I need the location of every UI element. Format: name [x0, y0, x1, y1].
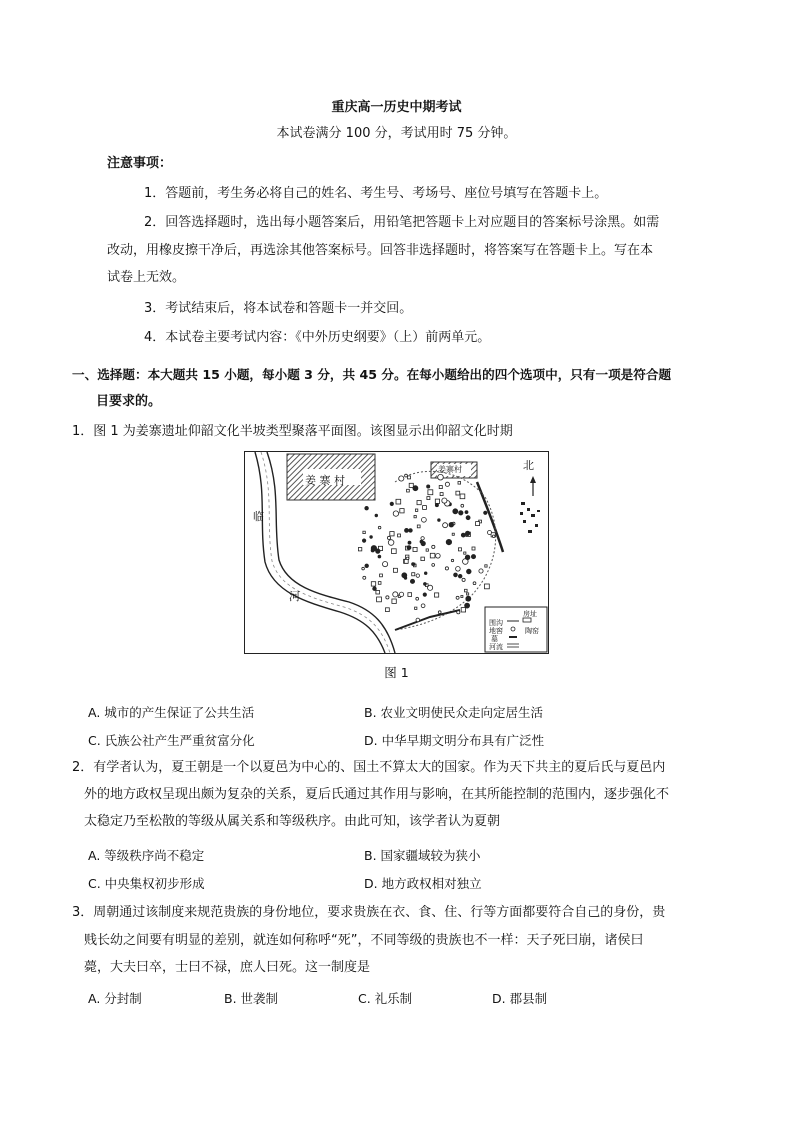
house-mark — [408, 593, 412, 597]
house-mark — [430, 553, 435, 558]
q1-option-c[interactable]: C. 氏族公社产生严重贫富分化 — [88, 733, 255, 748]
pit-mark — [457, 611, 460, 614]
pit-mark — [454, 573, 458, 577]
pit-mark — [416, 618, 420, 622]
pit-mark — [445, 482, 449, 486]
pit-mark — [405, 528, 409, 532]
house-mark — [414, 516, 416, 518]
house-mark — [428, 490, 433, 495]
pit-mark — [365, 564, 369, 568]
pit-mark — [390, 502, 393, 505]
village-label: 姜 寨 村 — [305, 474, 345, 487]
section-heading-line-1: 一、选择题：本大题共 15 小题，每小题 3 分，共 45 分。在每小题给出的四个选项中，只有一项是符合题 — [72, 367, 672, 382]
house-mark — [458, 482, 461, 485]
house-mark — [415, 607, 417, 609]
pit-mark — [422, 517, 427, 522]
house-mark — [421, 557, 425, 561]
house-mark — [358, 548, 361, 551]
house-mark — [409, 483, 413, 487]
pit-mark — [465, 555, 470, 560]
encircling-ditch — [395, 471, 496, 630]
pit-mark — [473, 582, 476, 585]
exam-title: 重庆高一历史中期考试 — [331, 100, 462, 115]
q1-stem: 1．图 1 为姜寨遗址仰韶文化半坡类型聚落平面图。该图显示出仰韶文化时期 — [72, 424, 513, 439]
house-mark — [440, 493, 443, 496]
house-mark — [415, 509, 417, 511]
q3-stem-line-3: 薨，大夫曰卒，士曰不禄，庶人曰死。这一制度是 — [84, 960, 371, 975]
notice-item-4: 4．本试卷主要考试内容：《中外历史纲要》（上）前两单元。 — [144, 330, 491, 345]
legend-row-4: 河流 — [489, 643, 503, 651]
pit-mark — [416, 597, 419, 600]
house-mark — [467, 593, 469, 595]
house-mark — [458, 548, 461, 551]
house-mark — [398, 534, 401, 537]
pit-mark — [371, 546, 376, 551]
notice-item-3: 3．考试结束后，将本试卷和答题卡一并交回。 — [144, 301, 413, 316]
pit-mark — [362, 539, 365, 542]
pit-mark — [466, 596, 471, 601]
river-label-2: 河 — [289, 590, 300, 603]
q3-option-d[interactable]: D. 郡县制 — [492, 991, 548, 1006]
house-mark — [461, 596, 463, 598]
pit-mark — [443, 523, 448, 528]
pit-mark — [373, 587, 377, 591]
house-mark — [456, 491, 460, 495]
pit-mark — [423, 593, 426, 596]
pit-mark — [427, 485, 430, 488]
legend-title: 房址 — [523, 610, 537, 618]
pit-mark — [479, 569, 483, 573]
house-mark — [396, 499, 401, 504]
pit-mark — [465, 531, 469, 535]
house-mark — [435, 499, 439, 503]
q1-option-b[interactable]: B. 农业文明使民众走向定居生活 — [364, 705, 544, 720]
q1-option-d[interactable]: D. 中华早期文明分布具有广泛性 — [364, 733, 545, 748]
house-mark — [390, 532, 394, 536]
pit-mark — [467, 569, 472, 574]
settlement-features — [358, 474, 495, 622]
q1-figure-map — [244, 451, 549, 654]
pit-mark — [383, 562, 388, 567]
house-mark — [404, 559, 408, 563]
house-mark — [413, 547, 417, 551]
pit-mark — [409, 529, 413, 533]
house-mark — [378, 582, 381, 585]
house-mark — [460, 494, 465, 499]
section-heading-line-2: 目要求的。 — [96, 394, 162, 409]
legend-row-3: 墓 — [491, 635, 498, 643]
pit-mark — [421, 604, 425, 608]
legend-symbols — [507, 616, 545, 650]
house-mark — [423, 506, 427, 510]
house-mark — [485, 584, 490, 589]
house-mark — [485, 565, 487, 567]
river-label-1: 临 — [253, 510, 264, 523]
house-mark — [439, 486, 442, 489]
house-mark — [386, 608, 390, 612]
notice-item-2-line-2: 改动，用橡皮擦干净后，再选涂其他答案标号。回答非选择题时，将答案写在答题卡上。写在本 — [107, 243, 654, 258]
q2-stem-line-2: 外的地方政权呈现出颇为复杂的关系，夏后氏通过其作用与影响，在其所能控制的范围内，逐步强化不 — [84, 787, 670, 802]
pit-mark — [412, 563, 415, 566]
pit-mark — [421, 537, 424, 540]
notice-item-1: 1．答题前，考生务必将自己的姓名、考生号、考场号、座位号填写在答题卡上。 — [144, 186, 608, 201]
pit-mark — [456, 596, 459, 599]
house-mark — [371, 582, 375, 586]
figure-caption: 图 1 — [384, 665, 409, 680]
q1-option-a[interactable]: A. 城市的产生保证了公共生活 — [88, 705, 255, 720]
notice-heading: 注意事项： — [107, 156, 173, 171]
pit-mark — [484, 511, 487, 514]
pit-mark — [386, 596, 389, 599]
pit-mark — [438, 474, 444, 480]
house-mark — [408, 476, 411, 479]
q3-option-c[interactable]: C. 礼乐制 — [358, 991, 413, 1006]
pit-mark — [393, 592, 398, 597]
house-mark — [407, 489, 410, 492]
pit-mark — [453, 509, 458, 514]
house-mark — [461, 608, 465, 612]
house-mark — [363, 531, 365, 533]
q2-option-a[interactable]: A. 等级秩序尚不稳定 — [88, 848, 205, 863]
house-mark — [376, 590, 380, 594]
house-mark — [472, 547, 475, 550]
pit-mark — [471, 555, 475, 559]
q3-option-b[interactable]: B. 世袭制 — [224, 991, 279, 1006]
house-mark — [393, 568, 397, 572]
notice-item-2-line-3: 试卷上无效。 — [107, 270, 186, 285]
pit-mark — [399, 592, 403, 596]
house-mark — [452, 533, 454, 535]
house-mark — [417, 525, 420, 528]
pit-mark — [465, 511, 468, 514]
house-mark — [417, 501, 421, 505]
q2-option-b[interactable]: B. 国家疆域较为狭小 — [364, 848, 481, 863]
pit-mark — [424, 572, 427, 575]
pit-mark — [442, 498, 447, 503]
pit-mark — [408, 541, 411, 544]
pit-mark — [378, 526, 381, 529]
exam-subtitle: 本试卷满分 100 分，考试用时 75 分钟。 — [276, 126, 517, 141]
pit-mark — [405, 474, 408, 477]
house-mark — [377, 597, 382, 602]
pit-mark — [438, 611, 441, 614]
pit-mark — [378, 555, 381, 558]
q2-stem-line-1: 2．有学者认为，夏王朝是一个以夏邑为中心的、国土不算太大的国家。作为天下共主的夏后氏与夏邑内 — [72, 760, 666, 775]
house-mark — [392, 549, 397, 554]
q2-stem-line-3: 太稳定乃至松散的等级从属关系和等级秩序。由此可知，该学者认为夏朝 — [84, 814, 501, 829]
house-mark — [400, 509, 404, 513]
pit-mark — [375, 514, 378, 517]
pit-mark — [462, 578, 465, 581]
pit-mark — [388, 540, 394, 546]
pit-mark — [387, 536, 390, 539]
q2-option-c[interactable]: C. 中央集权初步形成 — [88, 876, 205, 891]
pit-mark — [465, 603, 470, 608]
pit-mark — [424, 583, 427, 586]
pit-mark — [393, 511, 398, 516]
pit-mark — [410, 579, 414, 583]
house-mark — [427, 497, 430, 500]
house-mark — [435, 593, 439, 597]
pit-mark — [435, 504, 438, 507]
pit-mark — [404, 577, 407, 580]
house-mark — [380, 574, 383, 577]
pit-mark — [446, 539, 451, 544]
pit-mark — [421, 541, 425, 545]
legend-row-1: 围沟 — [489, 619, 503, 627]
house-mark — [426, 549, 428, 551]
pit-mark — [466, 516, 470, 520]
pit-mark — [461, 533, 465, 537]
pit-mark — [365, 506, 369, 510]
q2-option-d[interactable]: D. 地方政权相对独立 — [364, 876, 482, 891]
notice-item-2-line-1: 2．回答选择题时，选出每小题答案后，用铅笔把答题卡上对应题目的答案标号涂黑。如需 — [144, 215, 660, 230]
north-label: 北 — [523, 459, 534, 472]
house-mark — [465, 589, 468, 592]
q3-option-a[interactable]: A. 分封制 — [88, 991, 142, 1006]
q3-stem-line-2: 贱长幼之间要有明显的差别，就连如何称呼“死”，不同等级的贵族也不一样：天子死曰崩，诸侯曰 — [84, 933, 644, 948]
pit-mark — [416, 574, 419, 577]
q3-stem-line-1: 3．周朝通过该制度来规范贵族的身份地位，要求贵族在衣、食、住、行等方面都要符合自己的身份，贵 — [72, 905, 666, 920]
legend-kiln: 陶窑 — [525, 627, 539, 635]
small-village-label: 姜寨村 — [438, 465, 462, 474]
pit-mark — [456, 567, 461, 572]
house-mark — [412, 573, 415, 576]
pit-mark — [432, 564, 435, 567]
pit-mark — [432, 545, 435, 548]
pit-mark — [438, 519, 441, 522]
house-mark — [392, 599, 396, 603]
pit-mark — [407, 546, 411, 550]
pit-mark — [458, 574, 462, 578]
east-cluster — [520, 502, 540, 533]
pit-mark — [370, 536, 373, 539]
pit-mark — [492, 535, 495, 538]
pit-mark — [399, 476, 404, 481]
pit-mark — [362, 567, 365, 570]
pit-mark — [363, 576, 366, 579]
ditch-lower — [395, 610, 460, 630]
pit-mark — [461, 504, 464, 507]
pit-mark — [445, 567, 448, 570]
pit-mark — [449, 522, 454, 527]
house-mark — [476, 522, 480, 526]
pit-mark — [459, 511, 463, 515]
pit-mark — [451, 559, 453, 561]
house-mark — [464, 552, 466, 554]
pit-mark — [488, 531, 492, 535]
pit-mark — [436, 554, 441, 559]
legend-row-2: 地窖 — [489, 627, 503, 635]
